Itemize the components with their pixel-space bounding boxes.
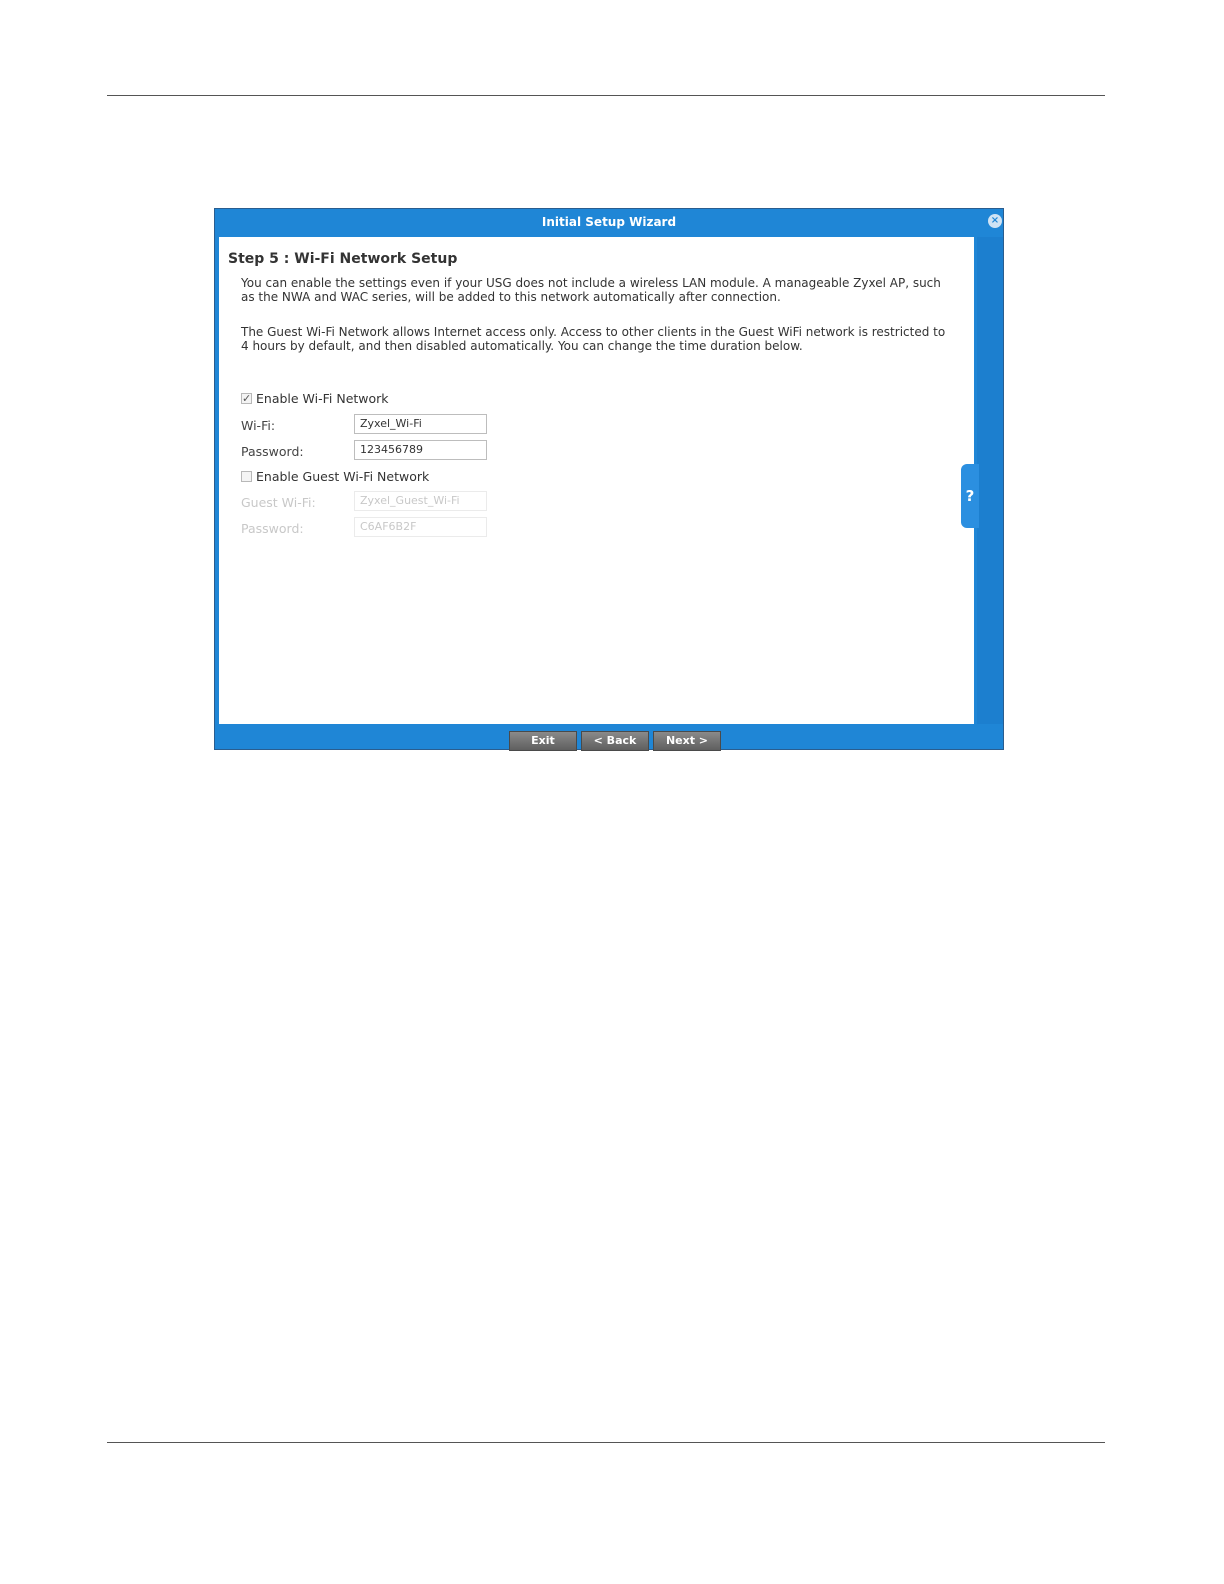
wizard-footer	[215, 724, 1003, 749]
page-footer-rule	[107, 1442, 1105, 1443]
wifi-password-label: Password:	[241, 444, 304, 459]
guest-password-input: C6AF6B2F	[354, 517, 487, 537]
help-icon[interactable]: ?	[961, 464, 979, 528]
guest-ssid-input: Zyxel_Guest_Wi-Fi	[354, 491, 487, 511]
setup-wizard-window	[214, 208, 1004, 750]
close-icon[interactable]: ×	[988, 214, 1002, 228]
step-title: Step 5 : Wi-Fi Network Setup	[228, 251, 458, 267]
next-button[interactable]: Next >	[653, 731, 721, 751]
exit-button[interactable]: Exit	[509, 731, 577, 751]
wifi-ssid-label: Wi-Fi:	[241, 418, 276, 433]
enable-guest-wifi-checkbox[interactable]	[241, 471, 252, 482]
enable-wifi-label: Enable Wi-Fi Network	[256, 391, 389, 406]
enable-guest-wifi-row	[241, 469, 429, 484]
guest-ssid-label: Guest Wi-Fi:	[241, 495, 316, 510]
window-title: Initial Setup Wizard	[215, 209, 1003, 236]
help-side-panel	[977, 237, 1003, 724]
wizard-content	[219, 237, 974, 724]
guest-password-label: Password:	[241, 521, 304, 536]
back-button[interactable]: < Back	[581, 731, 649, 751]
enable-guest-wifi-label: Enable Guest Wi-Fi Network	[256, 469, 430, 484]
wifi-ssid-input[interactable]: Zyxel_Wi-Fi	[354, 414, 487, 434]
enable-wifi-checkbox[interactable]: ✓	[242, 392, 252, 405]
guest-network-description: The Guest Wi-Fi Network allows Internet access only. Access to other clients in the Guest WiFi network is restricted to 4 hours by default, and then disabled automatically. You can change the time duration below.	[241, 325, 946, 353]
page-header-rule	[107, 95, 1105, 96]
wifi-password-input[interactable]: 123456789	[354, 440, 487, 460]
enable-wifi-row	[241, 391, 389, 406]
wifi-module-description: You can enable the settings even if your USG does not include a wireless LAN module. A manageable Zyxel AP, such as the NWA and WAC series, will be added to this network automatically after connection.	[241, 276, 941, 304]
